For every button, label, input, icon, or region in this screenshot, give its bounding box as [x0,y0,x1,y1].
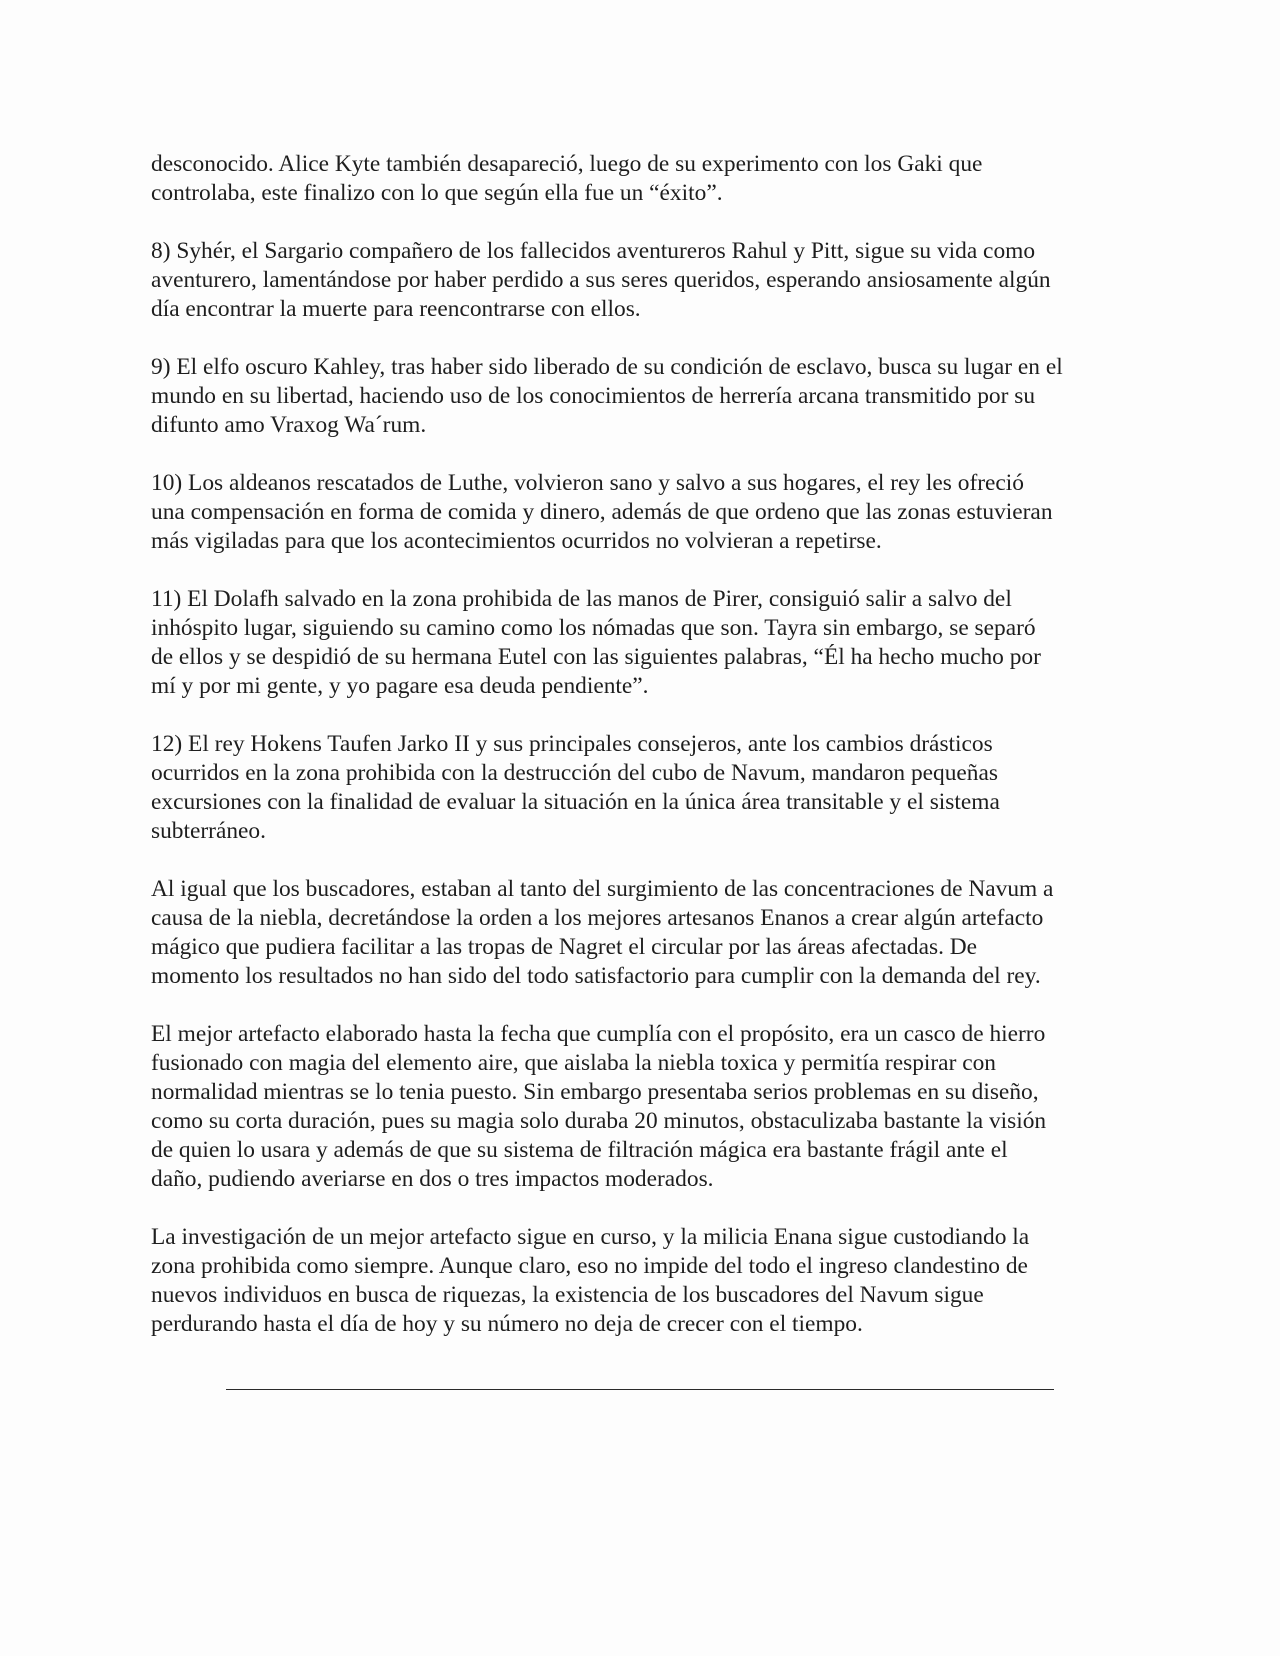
paragraph-investigacion: La investigación de un mejor artefacto sigue en curso, y la milicia Enana sigue custodiando la zona prohibida como siempre. Aunque claro, eso no impide del todo el ingreso clandestino de nuevos individuos en busca de riquezas, la existencia de los buscadores del Navum sigue perdurando hasta el día de hoy y su número no deja de crecer con el tiempo. [151,1224,1030,1337]
paragraph-continuation: desconocido. Alice Kyte también desapareció, luego de su experimento con los Gaki que controlaba, este finalizo con lo que según ella fue un “éxito”. [151,151,983,206]
paragraph-item-9: 9) El elfo oscuro Kahley, tras haber sido liberado de su condición de esclavo, busca su lugar en el mundo en su libertad, haciendo uso de los conocimientos de herrería arcana transmitido por su difunto amo Vraxog Wa´rum. [151,354,1063,438]
paragraph-item-12: 12) El rey Hokens Taufen Jarko II y sus principales consejeros, ante los cambios drásticos ocurridos en la zona prohibida con la destrucción del cubo de Navum, mandaron pequeñas excursiones con la finalidad de evaluar la situación en la única área transitable y el sistema subterráneo. [151,731,1000,844]
section-divider [226,1389,1054,1390]
paragraph-item-11: 11) El Dolafh salvado en la zona prohibida de las manos de Pirer, consiguió salir a salvo del inhóspito lugar, siguiendo su camino como los nómadas que son. Tayra sin embargo, se separó de ellos y se despidió de su hermana Eutel con las siguientes palabras, “Él ha hecho mucho por mí y por mi gente, y yo pagare esa deuda pendiente”. [151,586,1041,699]
paragraph-item-8: 8) Syhér, el Sargario compañero de los fallecidos aventureros Rahul y Pitt, sigue su vida como aventurero, lamentándose por haber perdido a sus seres queridos, esperando ansiosamente algún día encontrar la muerte para reencontrarse con ellos. [151,238,1051,322]
paragraph-artefacto: El mejor artefacto elaborado hasta la fecha que cumplía con el propósito, era un casco de hierro fusionado con magia del elemento aire, que aislaba la niebla toxica y permitía respirar con normalidad mientras se lo tenia puesto. Sin embargo presentaba serios problemas en su diseño, como su corta duración, pues su magia solo duraba 20 minutos, obstaculizaba bastante la visión de quien lo usara y además de que su sistema de filtración mágica era bastante frágil ante el daño, pudiendo averiarse en dos o tres impactos moderados. [151,1021,1047,1192]
document-body [151,150,1141,1368]
paragraph-item-10: 10) Los aldeanos rescatados de Luthe, volvieron sano y salvo a sus hogares, el rey les ofreció una compensación en forma de comida y dinero, además de que ordeno que las zonas estuvieran más vigiladas para que los acontecimientos ocurridos no volvieran a repetirse. [151,470,1053,554]
paragraph-buscadores: Al igual que los buscadores, estaban al tanto del surgimiento de las concentraciones de Navum a causa de la niebla, decretándose la orden a los mejores artesanos Enanos a crear algún artefacto mágico que pudiera facilitar a las tropas de Nagret el circular por las áreas afectadas. De momento los resultados no han sido del todo satisfactorio para cumplir con la demanda del rey. [151,876,1054,989]
